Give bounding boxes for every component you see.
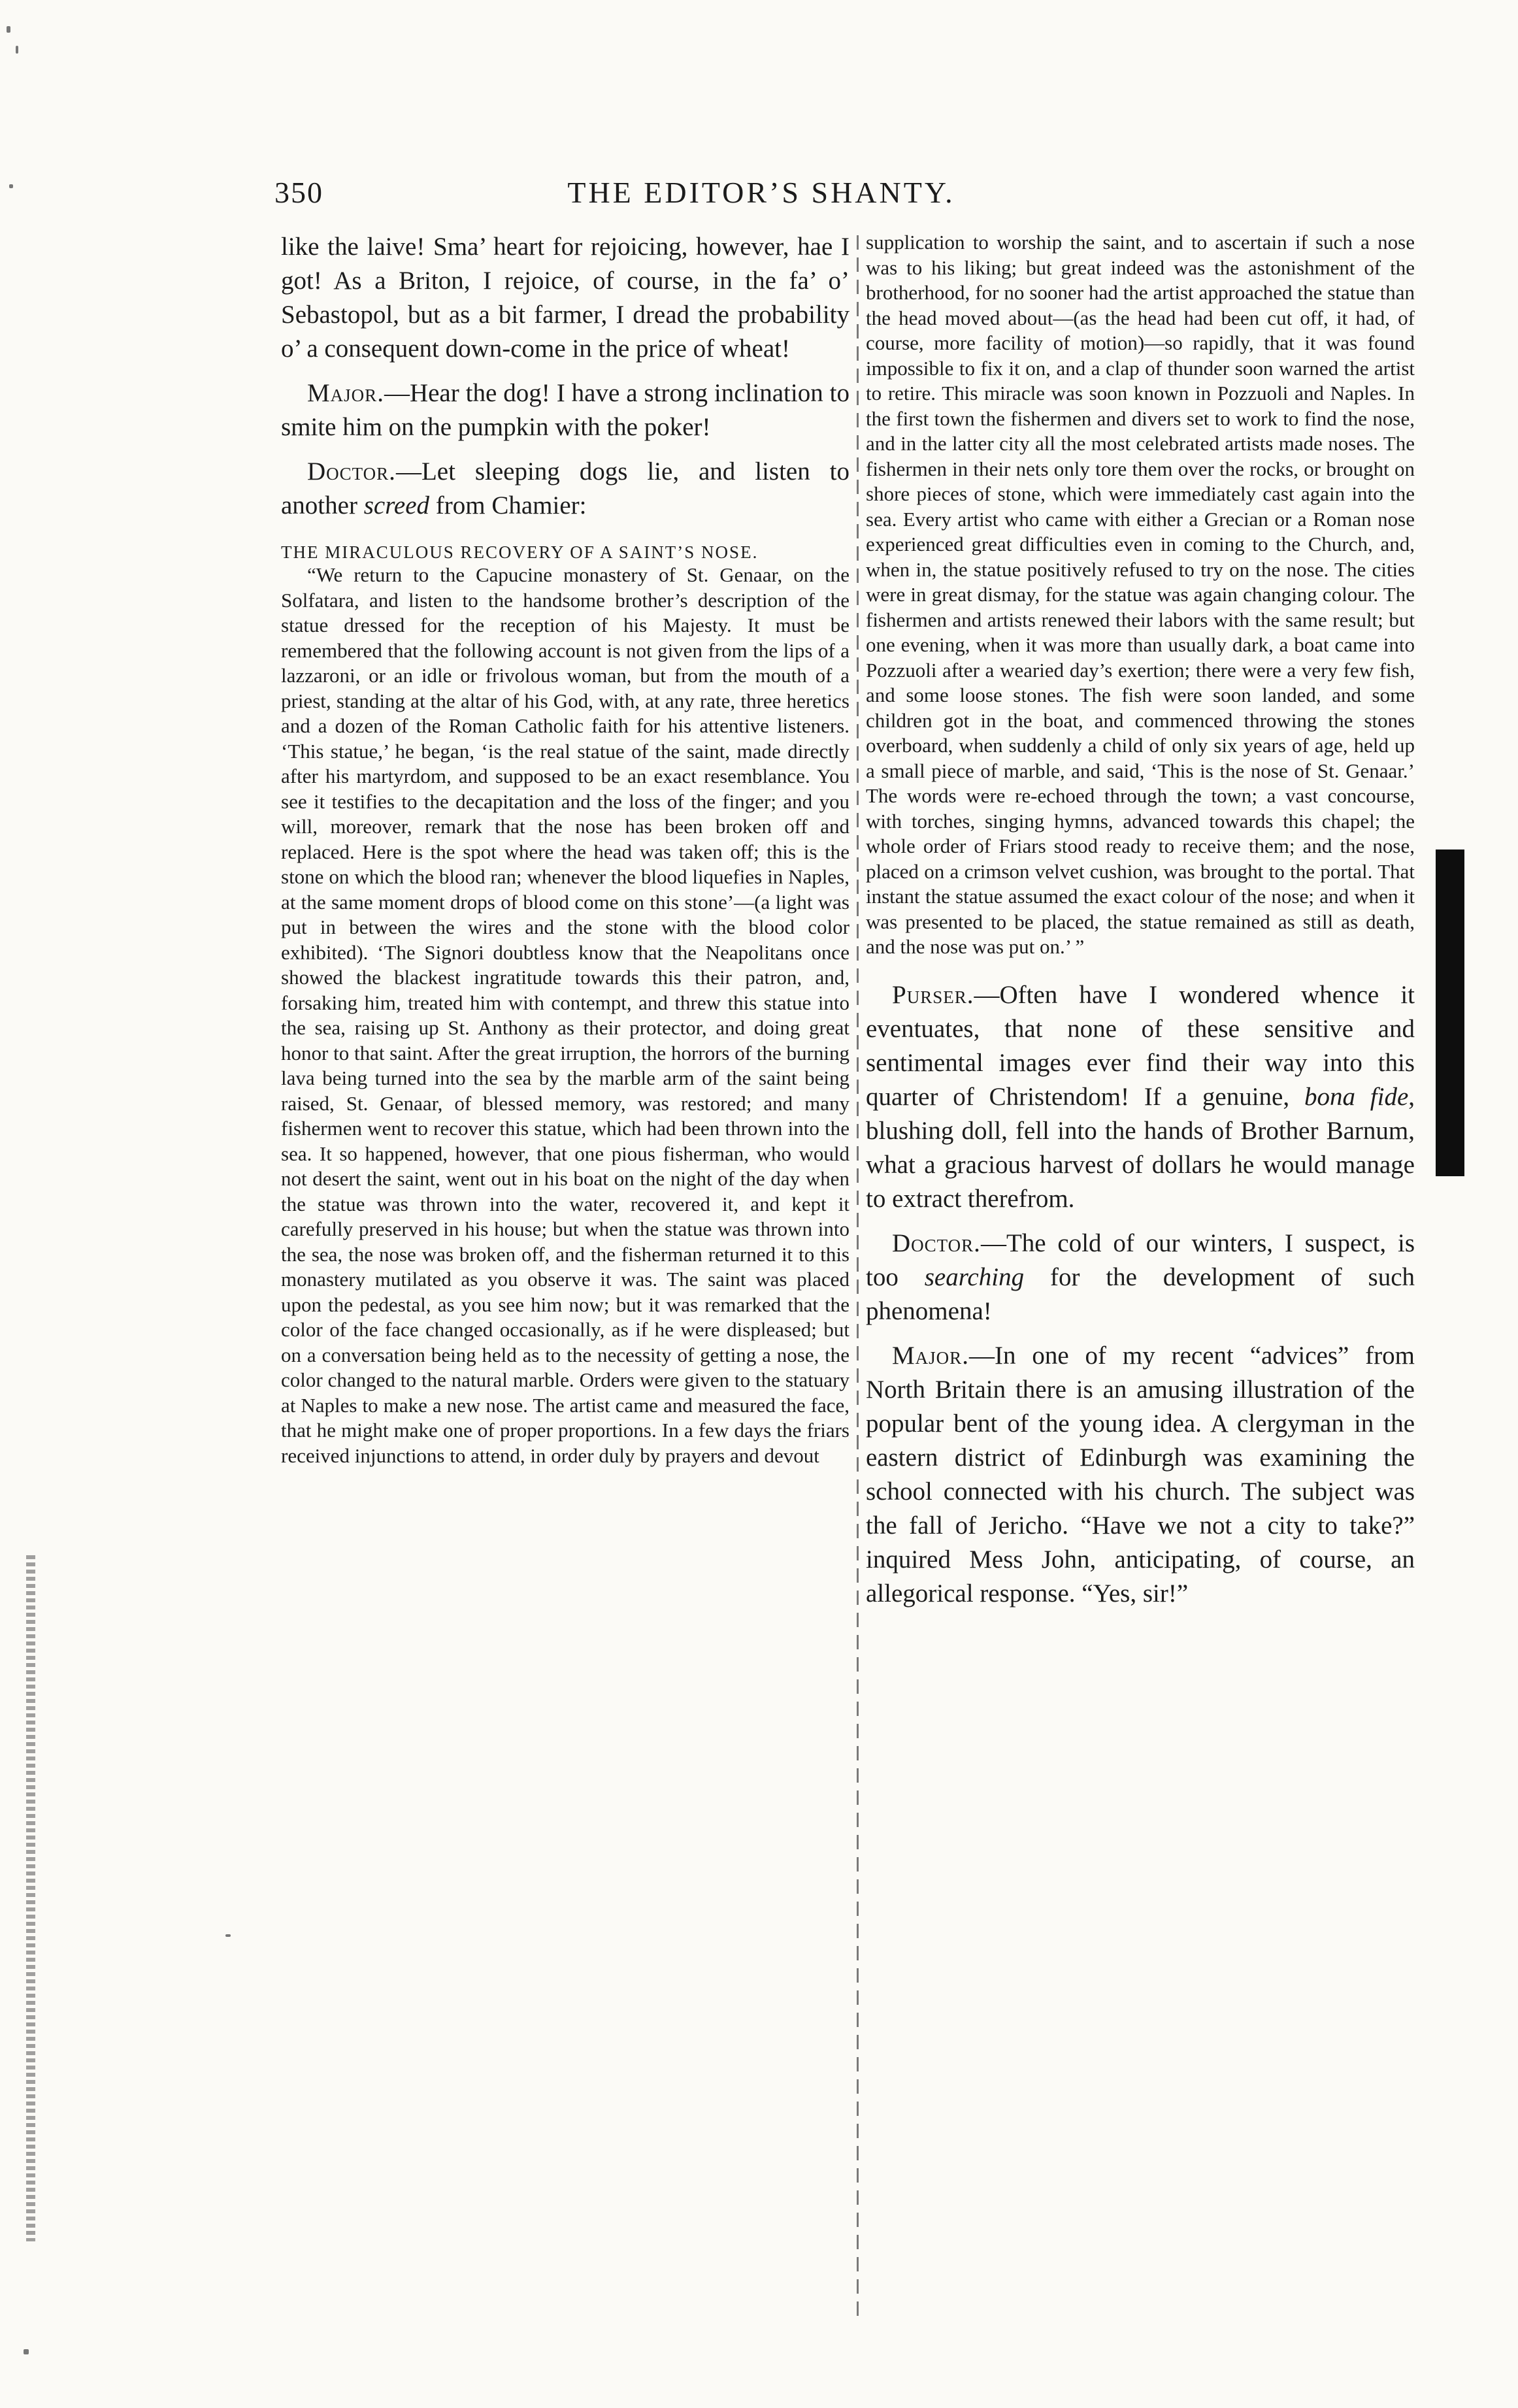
speech-text: —Hear the dog! I have a strong inclination to smite him on the pumpkin with the poker! xyxy=(281,379,850,441)
binding-edge-marks xyxy=(26,1555,35,2241)
column-divider xyxy=(857,235,859,2320)
paragraph xyxy=(866,1227,1415,1328)
page-number: 350 xyxy=(274,176,323,209)
speaker-name: Major. xyxy=(892,1341,969,1370)
page-header xyxy=(274,175,1248,214)
paragraph xyxy=(281,376,850,444)
speech-text: —Often have I wondered whence it eventuates, that none of these sensitive and sentimental images ever find their way into this quarter of Christendom! If a genuine, xyxy=(866,980,1415,1111)
speaker-name: Purser. xyxy=(892,980,974,1009)
speaker-name: Doctor. xyxy=(307,457,396,486)
quoted-passage: “We return to the Capucine monastery of St. Genaar, on the Solfatara, and listen to the handsome brother’s description of the statue dressed for the reception of his Majesty. It must be remembered that the following account is not given from the lips of a lazzaroni, or an idle or frivolous woman, but from the mouth of a priest, standing at the altar of his God, with, at any rate, three heretics and a dozen of the Roman Catholic faith for his attentive listeners. ‘This statue,’ he began, ‘is the real statue of the saint, made directly after his martyrdom, and supposed to be an exact resemblance. You see it testifies to the decapitation and the loss of the finger; and you will, moreover, remark that the nose has been broken off and replaced. Here is the spot where the head was taken off; this is the stone on which the blood ran; whenever the blood liquefies in Naples, at the same moment drops of blood come on this stone’—(a light was put in between the wires and the stone with the blood color exhibited). ‘The Signori doubtless know that the Neapolitans once showed the blackest ingratitude towards this their patron, and, forsaking him, treated him with contempt, and threw this statue into the sea, raising up St. Anthony as their protector, and doing great honor to that saint. After the great irruption, the horrors of the burning lava being turned into the sea by the marble arm of the saint being raised, St. Genaar, of blessed memory, was restored; and many fishermen went to recover this statue, which had been thrown into the sea. It so happened, however, that one pious fisherman, who would not desert the saint, went out in his boat on the night of the day when the statue was thrown into the water, recovered it, and kept it carefully preserved in his house; but when the statue was thrown into the sea, the nose was broken off, and the fisherman returned it to this monastery mutilated as you observe it was. The saint was placed upon the pedestal, as you see him now; but it was remarked that the color of the face changed occasionally, as if he were displeased; but on a conversation being held as to the necessity of getting a nose, the color changed to the natural marble. Orders were given to the statuary at Naples to make a new nose. The artist came and measured the face, that he might make one of proper proportions. In a few days the friars received injunctions to attend, in order duly by prayers and devout xyxy=(281,563,850,1467)
speech-text: , blushing doll, fell into the hands of Brother Barnum, what a gracious harvest of dollars he would manage to extract therefrom. xyxy=(866,1082,1415,1213)
paragraph xyxy=(866,1339,1415,1611)
scan-speck xyxy=(16,46,18,54)
speech-text: from Chamier: xyxy=(429,491,587,520)
left-column xyxy=(281,230,850,1468)
speaker-name: Doctor. xyxy=(892,1229,981,1257)
scan-speck xyxy=(24,2349,29,2354)
paragraph xyxy=(866,978,1415,1216)
speaker-name: Major. xyxy=(307,379,384,407)
scan-speck xyxy=(7,26,10,33)
italic-word: bona fide xyxy=(1304,1082,1409,1111)
paragraph: like the laive! Sma’ heart for rejoicing, however, hae I got! As a Briton, I rejoice, of course, in the fa’ o’ Sebastopol, but as a bit farmer, I dread the probability o’ a consequent down-come in the price of wheat! xyxy=(281,233,850,363)
italic-word: screed xyxy=(363,491,430,520)
section-heading: THE MIRACULOUS RECOVERY OF A SAINT’S NOSE. xyxy=(281,542,759,562)
speech-text: —In one of my recent “advices” from North Britain there is an amusing illustration of the popular bent of the young idea. A clergyman in the eastern district of Edinburgh was examining the school connected with his church. The subject was the fall of Jericho. “Have we not a city to take?” inquired Mess John, anticipating, of course, an allegorical response. “Yes, sir!” xyxy=(866,1341,1415,1608)
speech-text: —The cold of our winters, I suspect, is too xyxy=(866,1229,1415,1291)
running-title: THE EDITOR’S SHANTY. xyxy=(567,176,955,209)
margin-tab-mark xyxy=(1436,849,1464,1176)
speech-text: —Let sleeping dogs lie, and listen to another xyxy=(281,457,850,520)
scan-speck xyxy=(225,1934,231,1937)
scan-speck xyxy=(9,184,13,188)
italic-word: searching xyxy=(924,1262,1025,1291)
quoted-passage-continued: supplication to worship the saint, and to ascertain if such a nose was to his liking; but great indeed was the astonishment of the brotherhood, for no sooner had the artist approached the statue than the head moved about—(as the head had been cut off, it had, of course, more facility of motion)—so rapidly, that it was found impossible to fix it on, and a clap of thunder soon warned the artist to retire. This miracle was soon known in Pozzuoli and Naples. In the first town the fishermen and divers set to work to find the nose, and in the latter city all the most celebrated artists made noses. The fishermen in their nets only tore them over the rocks, or brought on shore pieces of stone, which were immediately cast again into the sea. Every artist who came with either a Grecian or a Roman nose experienced great difficulties even in coming to the Church, and, when in, the statue positively refused to try on the nose. The cities were in great dismay, for the statue was again changing colour. The fishermen and artists renewed their labors with the same result; but one evening, when it was more than usually dark, a boat came into Pozzuoli after a wearied day’s exertion; there were a very few fish, and some loose stones. The fish were soon landed, and some children got in the boat, and commenced throwing the stones overboard, when suddenly a child of only six years of age, held up a small piece of marble, and said, ‘This is the nose of St. Genaar.’ The words were re-echoed through the town; a vast concourse, with torches, singing hymns, advanced towards this chapel; the whole order of Friars stood ready to receive them; and the nose, placed on a crimson velvet cushion, was brought to the portal. That instant the statue assumed the exact colour of the nose; and when it was presented to be placed, the statue remained as still as death, and the nose was put on.’ ” xyxy=(866,231,1415,958)
speech-text: for the development of such phenomena! xyxy=(866,1262,1415,1325)
paragraph xyxy=(281,455,850,523)
right-column xyxy=(866,230,1415,1611)
